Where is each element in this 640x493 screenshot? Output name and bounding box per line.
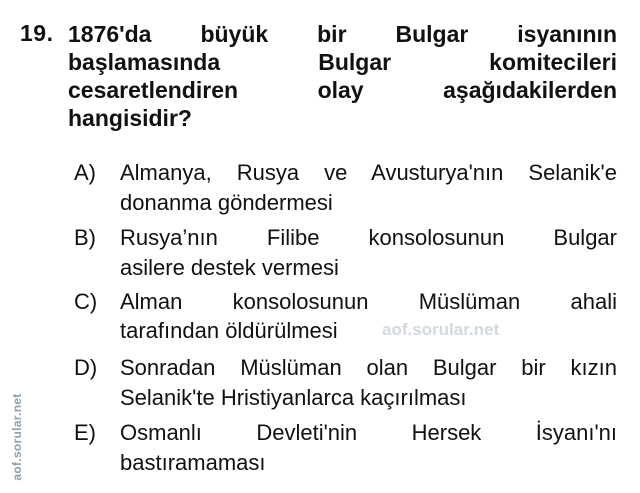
option-letter: C) — [74, 289, 98, 314]
option-text-line: Almanya, Rusya ve Avusturya'nın Selanik'e — [120, 160, 617, 185]
option-letter: A) — [74, 160, 96, 185]
option-text-line: Selanik'te Hristiyanlarca kaçırılması — [120, 385, 467, 410]
question-number: 19. — [20, 20, 54, 46]
option-letter: E) — [74, 420, 96, 445]
question-line: başlamasında Bulgar komitecileri — [68, 49, 617, 75]
question-line: hangisidir? — [68, 105, 192, 131]
option-text-line: bastıramaması — [120, 450, 266, 475]
option-text-line: asilere destek vermesi — [120, 255, 339, 280]
option-text-line: Osmanlı Devleti'nin Hersek İsyanı'nı — [120, 420, 617, 445]
option-text-line: tarafından öldürülmesi — [120, 318, 338, 343]
option-text-line: Alman konsolosunun Müslüman ahali — [120, 289, 617, 314]
option-letter: B) — [74, 225, 96, 250]
question-line: cesaretlendiren olay aşağıdakilerden — [68, 77, 617, 103]
option-letter: D) — [74, 355, 98, 380]
question-line: 1876'da büyük bir Bulgar isyanının — [68, 21, 617, 47]
center-watermark: aof.sorular.net — [382, 320, 500, 339]
side-watermark: aof.sorular.net — [10, 393, 24, 481]
option-text-line: Sonradan Müslüman olan Bulgar bir kızın — [120, 355, 617, 380]
option-text-line: Rusya’nın Filibe konsolosunun Bulgar — [120, 225, 617, 250]
option-text-line: donanma göndermesi — [120, 190, 333, 215]
